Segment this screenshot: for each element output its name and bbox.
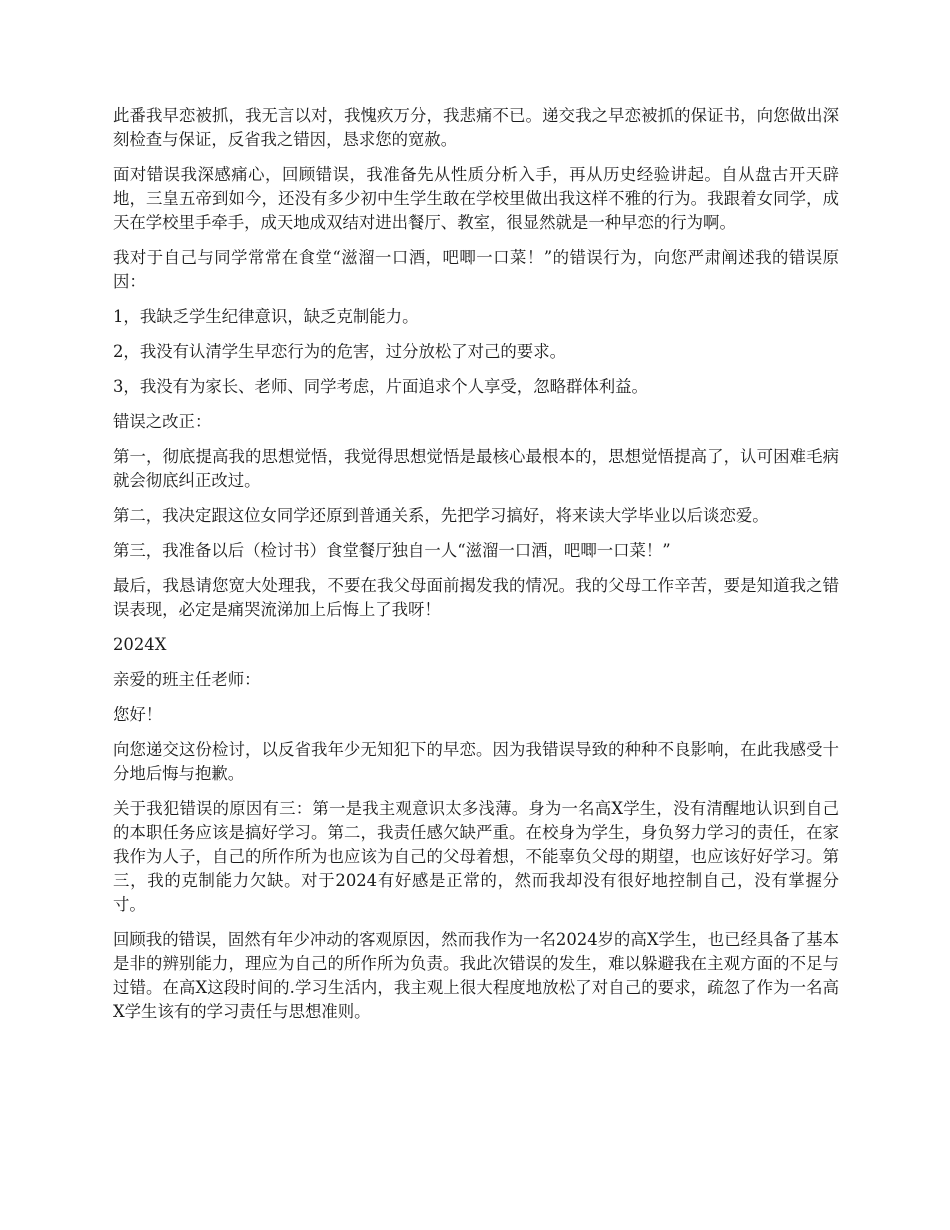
paragraph: 第一，彻底提高我的思想觉悟，我觉得思想觉悟是最核心最根本的，思想觉悟提高了，认可困难毛病就会彻底纠正改过。: [113, 447, 839, 490]
document-body: [113, 104, 839, 1035]
list-item: 1，我缺乏学生纪律意识，缺乏克制能力。: [113, 307, 419, 326]
paragraph: 此番我早恋被抓，我无言以对，我愧疚万分，我悲痛不已。递交我之早恋被抓的保证书，向您做出深刻检查与保证，反省我之错因，恳求您的宽赦。: [113, 106, 839, 149]
list-item: 3，我没有为家长、老师、同学考虑，片面追求个人享受，忽略群体利益。: [113, 377, 648, 396]
paragraph: 面对错误我深感痛心，回顾错误，我准备先从性质分析入手，再从历史经验讲起。自从盘古开天辟地，三皇五帝到如今，还没有多少初中生学生敢在学校里做出我这样不雅的行为。我跟着女同学，成天在学校里手牵手，成天地成双结对进出餐厅、教室，很显然就是一种早恋的行为啊。: [113, 165, 839, 232]
paragraph: 回顾我的错误，固然有年少冲动的客观原因，然而我作为一名2024岁的高X学生，也已经具备了基本是非的辨别能力，理应为自己的所作所为负责。我此次错误的发生，难以躲避我在主观方面的不足与过错。在高X这段时间的.学习生活内，我主观上很大程度地放松了对自己的要求，疏忽了作为一名高X学生该有的学习责任与思想准则。: [113, 930, 839, 1021]
greeting: 您好！: [113, 705, 163, 724]
list-item: 2，我没有认清学生早恋行为的危害，过分放松了对己的要求。: [113, 342, 566, 361]
paragraph: 关于我犯错误的原因有三：第一是我主观意识太多浅薄。身为一名高X学生，没有清醒地认识到自己的本职任务应该是搞好学习。第二，我责任感欠缺严重。在校身为学生，身负努力学习的责任，在家我作为人子，自己的所作所为也应该为自己的父母着想，不能辜负父母的期望，也应该好好学习。第三，我的克制能力欠缺。对于2024有好感是正常的，然而我却没有很好地控制自己，没有掌握分寸。: [113, 799, 839, 914]
paragraph: 第三，我准备以后（检讨书）食堂餐厅独自一人“滋溜一口酒，吧唧一口菜！”: [113, 541, 671, 560]
paragraph: 最后，我恳请您宽大处理我，不要在我父母面前揭发我的情况。我的父母工作辛苦，要是知道我之错误表现，必定是痛哭流涕加上后悔上了我呀！: [113, 576, 839, 619]
section-heading: 错误之改正：: [113, 412, 212, 431]
paragraph: 我对于自己与同学常常在食堂“滋溜一口酒，吧唧一口菜！”的错误行为，向您严肃阐述我的错误原因：: [113, 248, 839, 291]
paragraph: 向您递交这份检讨，以反省我年少无知犯下的早恋。因为我错误导致的种种不良影响，在此我感受十分地后悔与抱歉。: [113, 740, 839, 783]
date-line: 2024X: [113, 635, 167, 654]
salutation: 亲爱的班主任老师：: [113, 670, 261, 689]
paragraph: 第二，我决定跟这位女同学还原到普通关系，先把学习搞好，将来读大学毕业以后谈恋爱。: [113, 506, 769, 525]
